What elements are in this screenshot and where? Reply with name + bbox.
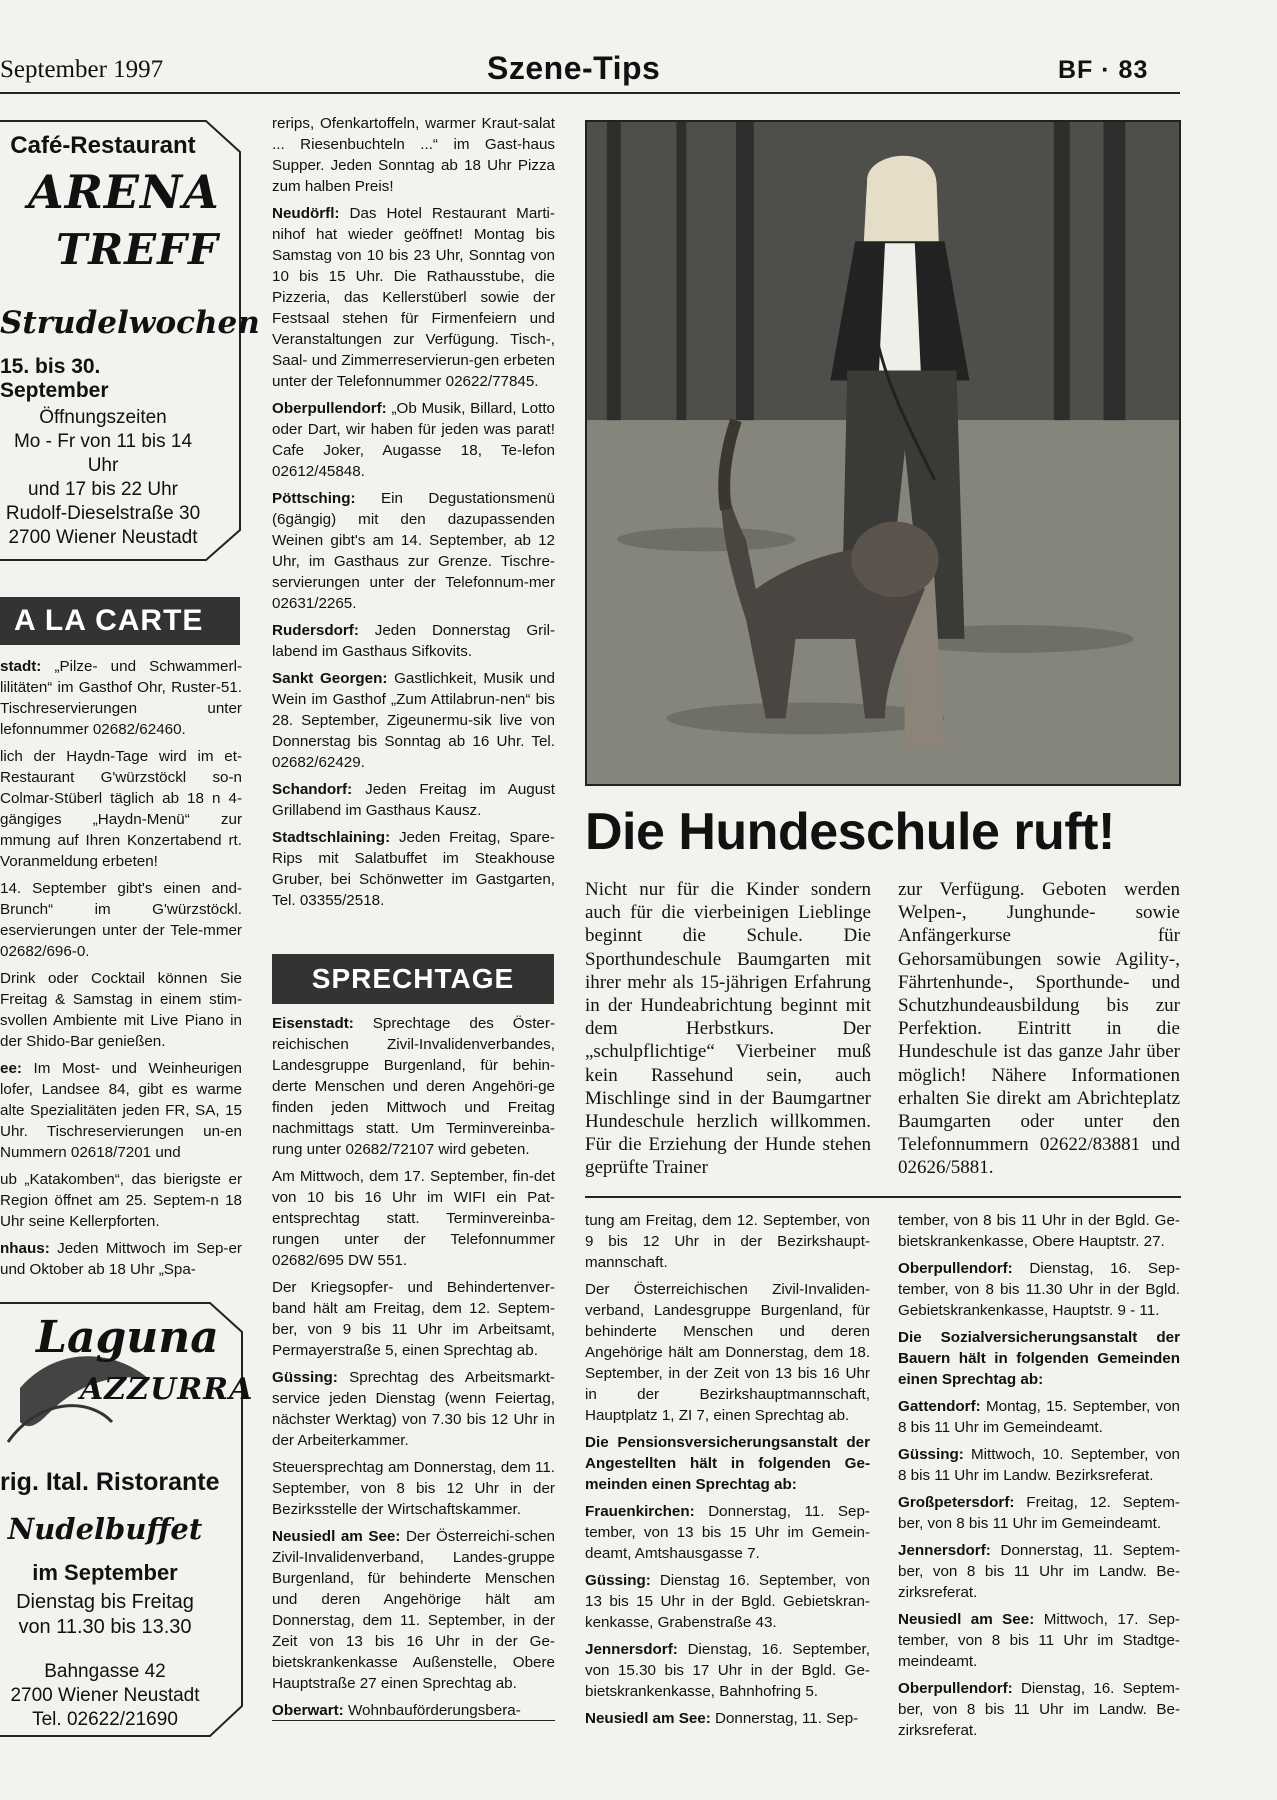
paragraph-text: Donnerstag, 11. Sep-tember, von 13 bis 15 Uhr im Gemein-deamt, Amtshausgasse 7. [585,1503,870,1562]
paragraph-lead: ee: [0,1060,22,1077]
paragraph [0,1238,242,1280]
paragraph-lead: Pöttsching: [272,490,356,507]
paragraph [0,656,242,740]
paragraph-text: Im Most- und Weinheurigen lofer, Landsee 84, gibt es warme alte Spezialitäten jeden FR, SA, 15 Uhr. Tischreservierungen un-en Nummern 02618/7201 und [0,1060,242,1161]
paragraph-text: Das Hotel Restaurant Marti-nihof hat wieder geöffnet! Montag bis Samstag von 10 bis 23 Uhr, Sonntag von 10 bis 15 Uhr. Die Rathausstube, die Pizzeria, das Kellerstüberl sowie der Festsaal stehen für Firmenfeiern und Veranstaltungen zur Verfügung. Tisch-, Saal- und Zimmerreservierun-gen erbeten unter der Telefonnummer 02622/77845. [272,205,555,390]
paragraph [272,1367,555,1451]
paragraph-text: rerips, Ofenkartoffeln, warmer Kraut-salat ... Riesenbuchteln ...“ im Gast-haus Supper. Jeden Sonntag ab 18 Uhr Pizza zum halben Preis! [272,115,555,195]
paragraph [272,203,555,392]
alacarte-column [0,656,242,1286]
paragraph [898,1396,1180,1438]
paragraph-text: lich der Haydn-Tage wird im et-Restaurant G'würzstöckl so-n Colmar-Stüberl täglich ab 18 n 4-gängiges „Haydn-Menü“ zur mmung auf Ihren Konzertabend rt. Voranmeldung erbeten! [0,748,242,870]
ad-laguna-promo-sub: im September [32,1560,178,1585]
paragraph [272,1526,555,1694]
paragraph-text: tember, von 8 bis 11 Uhr in der Bgld. Ge-bietskrankenkasse, Obere Hauptstr. 27. [898,1212,1180,1250]
paragraph-lead: Gattendorf: [898,1398,981,1415]
ad-laguna-logo-1: Laguna [36,1312,219,1363]
paragraph [272,1013,555,1160]
paragraph-text: Dienstag, 16. Sep-tember, von 8 bis 11.30 Uhr in der Bgld. Gebietskrankenkasse, Hauptstr. 9 - 11. [898,1260,1180,1319]
paragraph-lead: Die Pensionsversicherungsanstalt der Angestellten hält in folgenden Ge-meinden einen Sprechtag ab: [585,1434,870,1493]
ad-laguna-time: von 11.30 bis 13.30 [18,1616,192,1638]
photo-woman-with-dog [585,120,1181,786]
paragraph-lead: Neudörfl: [272,205,340,222]
paragraph-lead: Sankt Georgen: [272,670,388,687]
paragraph-text: 14. September gibt's einen and-Brunch“ im G'würzstöckl. eservierungen unter der Tele-mmer 02682/696-0. [0,880,242,960]
ad-arena-promo-dates: 15. bis 30. September [0,355,109,402]
sprechtage-column-2 [585,1210,870,1735]
ad-laguna-phone: Tel. 02622/21690 [32,1709,178,1730]
tips-column [272,113,555,917]
paragraph [272,668,555,773]
paragraph-text: Jeden Mittwoch im Sep-er und Oktober ab 18 Uhr „Spa- [0,1240,242,1278]
paragraph-text: Jeden Freitag im August Grillabend im Gasthaus Kausz. [272,781,555,819]
paragraph-lead: Neusiedl am See: [272,1528,401,1545]
paragraph-lead: Neusiedl am See: [898,1611,1035,1628]
paragraph-text: „Pilze- und Schwammerl-lilitäten“ im Gasthof Ohr, Ruster-51. Tischreservierungen unter lefonnummer 02682/62460. [0,658,242,738]
ad-laguna-days: Dienstag bis Freitag [16,1591,194,1613]
paragraph-lead: Rudersdorf: [272,622,359,639]
paragraph [272,113,555,197]
paragraph [272,1277,555,1361]
paragraph-text: Dienstag, 16. Septem-ber, von 8 bis 11 Uhr im Landw. Be-zirksreferat. [898,1680,1180,1739]
paragraph [898,1444,1180,1486]
header-rule [0,92,1180,94]
paragraph [898,1327,1180,1390]
paragraph [585,1501,870,1564]
paragraph-text: Jeden Freitag, Spare-Rips mit Salatbuffet im Steakhouse Gruber, bei Schönwetter im Gastgarten, Tel. 03355/2518. [272,829,555,909]
page-number: BF · 83 [1058,56,1149,84]
paragraph [0,1169,242,1232]
paragraph-lead: Die Sozialversicherungsanstalt der Bauern hält in folgenden Gemeinden einen Sprechtag ab: [898,1329,1180,1388]
ad-arena-hours-1: Mo - Fr von 11 bis 14 Uhr [13,431,193,476]
ad-arena-address-2: 2700 Wiener Neustadt [8,527,198,548]
paragraph-text: Gastlichkeit, Musik und Wein im Gasthof „Zum Attilabrun-nen“ bis 28. September, Zigeunermu-sik live von Donnerstag bis Sonntag ab 16 Uhr. Tel. 02682/62429. [272,670,555,771]
paragraph-text: Montag, 15. September, von 8 bis 11 Uhr im Gemeindeamt. [898,1398,1180,1436]
article-rule [585,1196,1181,1198]
paragraph [272,398,555,482]
paragraph-text: Drink oder Cocktail können Sie Freitag & Samstag in einem stim-svollen Ambiente mit Live Piano in der Shido-Bar genießen. [0,970,242,1050]
paragraph-text: Mittwoch, 10. September, von 8 bis 11 Uhr im Landw. Bezirksreferat. [898,1446,1180,1484]
article-column-1: Nicht nur für die Kinder sondern auch für die vierbeinigen Lieblinge beginnt die Schule. Die Sporthundeschule Baumgarten mit ihrer mehr als 15-jährigen Erfahrung in der Hundeabrichtung beginnt mit dem Herbstkurs. Der „schulpflichtige“ Vierbeiner muß kein Rassehund sein, auch Mischlinge sind in der Baumgartner Hundeschule herzlich willkommen. Für die Erziehung der Hunde stehen geprüfte Trainer [585,879,871,1179]
paragraph-lead: Güssing: [585,1572,651,1589]
paragraph [585,1639,870,1702]
paragraph-text: Freitag, 12. Septem-ber, von 8 bis 11 Uhr im Gemeindeamt. [898,1494,1180,1532]
paragraph-text: Jeden Donnerstag Gril-labend im Gasthaus Sifkovits. [272,622,555,660]
issue-date: September 1997 [0,56,164,83]
paragraph-lead: Eisenstadt: [272,1015,354,1032]
paragraph-text: ub „Katakomben“, das bierigste er Region öffnet am 25. Septem-n 18 Uhr seine Kellerpforten. [0,1171,242,1230]
paragraph-text: „Ob Musik, Billard, Lotto oder Dart, wir haben für jeden was parat! Cafe Joker, Augasse 18, Te-lefon 02612/45848. [272,400,555,480]
paragraph [898,1678,1180,1741]
paragraph-lead: Schandorf: [272,781,353,798]
paragraph [272,620,555,662]
paragraph [0,746,242,872]
paragraph-text: Der Kriegsopfer- und Behindertenver-band hält am Freitag, dem 12. Septem-ber, von 9 bis 11 Uhr im Arbeitsamt, Permayerstraße 5, einen Sprechtag ab. [272,1279,555,1359]
ad-arena-title: Café-Restaurant [10,132,196,159]
section-title: Szene-Tips [487,50,661,86]
paragraph-text: Dienstag, 16. September, von 15.30 bis 17 Uhr in der Bgld. Ge-bietskrankenkasse, Bahnhofring 5. [585,1641,870,1700]
paragraph [585,1708,870,1729]
paragraph-lead: Jennersdorf: [898,1542,991,1559]
paragraph-text: Wohnbauförderungsbera- [343,1702,521,1719]
article-column-2: zur Verfügung. Geboten werden Welpen-, Junghunde- sowie Anfängerkurse für Gehorsamübungen sowie Agility-, Fährtenhunde-, Sporthunde- und Schutzhundeausbildung bis zur Perfektion. Eintritt in die Hundeschule ist das ganze Jahr über möglich! Nähere Informationen erhalten Sie direkt am Abrichteplatz Baumgarten oder unter den Telefonnummern 02622/83881 und 02626/5881. [898,879,1180,1179]
ad-laguna-logo-2: AZZURRA [80,1372,254,1407]
ad-arena-promo: Strudelwochen [0,305,260,341]
paragraph-lead: Großpetersdorf: [898,1494,1015,1511]
paragraph-text: Sprechtage des Öster-reichischen Zivil-Invalidenverbandes, Landesgruppe Burgenland, für behin-derte Menschen und deren Angehöri-ge finden jeden Mittwoch und Freitag nachmittags statt. Um Terminvereinba-rung unter 02682/72107 wird gebeten. [272,1015,555,1158]
paragraph [272,488,555,614]
paragraph [585,1570,870,1633]
paragraph [0,878,242,962]
sprechtage-column-1 [272,1013,555,1727]
paragraph [272,827,555,911]
column-rule [272,1720,555,1721]
sprechtage-banner: SPRECHTAGE [272,954,554,1004]
paragraph-text: Donnerstag, 11. Sep- [710,1710,859,1727]
sprechtage-column-3 [898,1210,1180,1747]
paragraph-text: Am Mittwoch, dem 17. September, fin-det von 10 bis 16 Uhr im WIFI ein Pat-entsprechtag statt. Terminvereinba-rungen unter der Telefonnummer 02682/695 DW 551. [272,1168,555,1269]
paragraph [898,1540,1180,1603]
paragraph-lead: Oberpullendorf: [272,400,387,417]
paragraph [272,779,555,821]
paragraph [585,1210,870,1273]
paragraph [898,1258,1180,1321]
paragraph-text: Donnerstag, 11. Septem-ber, von 8 bis 11 Uhr im Landw. Be-zirksreferat. [898,1542,1180,1601]
paragraph [0,1058,242,1163]
ad-arena-address-1: Rudolf-Dieselstraße 30 [5,503,201,524]
paragraph-lead: Güssing: [272,1369,338,1386]
ad-arena-logo-2: TREFF [56,225,219,274]
ad-laguna-address-1: Bahngasse 42 [44,1661,166,1682]
paragraph-text: Ein Degustationsmenü (6gängig) mit den dazupassenden Weinen gibt's am 14. September, ab 12 Uhr, im Gasthaus zur Grenze. Tischre-servierungen unter der Telefonnum-mer 02631/2265. [272,490,555,612]
ad-arena-logo-1: ARENA [28,165,220,219]
paragraph-text: Dienstag 16. September, von 13 bis 15 Uhr in der Bgld. Gebietskran-kenkasse, Grabenstraße 43. [585,1572,870,1631]
paragraph-lead: nhaus: [0,1240,50,1257]
paragraph-text: tung am Freitag, dem 12. September, von 9 bis 12 Uhr in der Bezirkshaupt-mannschaft. [585,1212,870,1271]
ad-laguna-address-2: 2700 Wiener Neustadt [10,1685,200,1706]
paragraph-text: Mittwoch, 17. Sep-tember, von 8 bis 11 Uhr im Stadtge-meindeamt. [898,1611,1180,1670]
article-headline: Die Hundeschule ruft! [585,803,1115,861]
paragraph [272,1166,555,1271]
paragraph-lead: Jennersdorf: [585,1641,678,1658]
paragraph-lead: Stadtschlaining: [272,829,391,846]
paragraph [585,1432,870,1495]
paragraph-lead: Oberpullendorf: [898,1260,1013,1277]
ad-laguna-promo: Nudelbuffet [7,1512,203,1546]
paragraph [898,1609,1180,1672]
paragraph-lead: Güssing: [898,1446,964,1463]
paragraph-text: Der Österreichi-schen Zivil-Invalidenverband, Landes-gruppe Burgenland, für behinderte Menschen und deren Angehörige hält am Donnerstag, dem 11. September, in der Zeit von 13 bis 16 Uhr in der Ge-bietskrankenkasse Außenstelle, Obere Hauptstraße 27 einen Sprechtag ab. [272,1528,555,1692]
paragraph-text: Sprechtag des Arbeitsmarkt-service jeden Dienstag (wenn Feiertag, nächster Werktag) von 7.30 bis 12 Uhr in der Arbeiterkammer. [272,1369,555,1449]
paragraph [272,1700,555,1721]
paragraph-lead: Frauenkirchen: [585,1503,695,1520]
paragraph-lead: stadt: [0,658,42,675]
paragraph [898,1492,1180,1534]
paragraph [0,968,242,1052]
paragraph [585,1279,870,1426]
paragraph-text: Der Österreichischen Zivil-Invaliden-verband, Landesgruppe Burgenland, für behinderte Menschen und deren Angehörige hält am Donnerstag, dem 18. September, in der Zeit von 13 bis 16 Uhr in der Bezirkshauptmannschaft, Hauptplatz 1, ZI 7, einen Sprechtag ab. [585,1281,870,1424]
paragraph [272,1457,555,1520]
ad-laguna-title: rig. Ital. Ristorante [0,1468,220,1496]
paragraph-text: Steuersprechtag am Donnerstag, dem 11. September, von 8 bis 12 Uhr in der Bezirksstelle der Wirtschaftskammer. [272,1459,555,1518]
alacarte-banner: A LA CARTE [0,597,240,645]
paragraph-lead: Oberwart: [272,1702,344,1719]
ad-arena-hours-label: Öffnungszeiten [39,407,167,428]
ad-arena-hours-2: und 17 bis 22 Uhr [28,479,178,500]
paragraph [898,1210,1180,1252]
paragraph-lead: Oberpullendorf: [898,1680,1013,1697]
paragraph-lead: Neusiedl am See: [585,1710,711,1727]
